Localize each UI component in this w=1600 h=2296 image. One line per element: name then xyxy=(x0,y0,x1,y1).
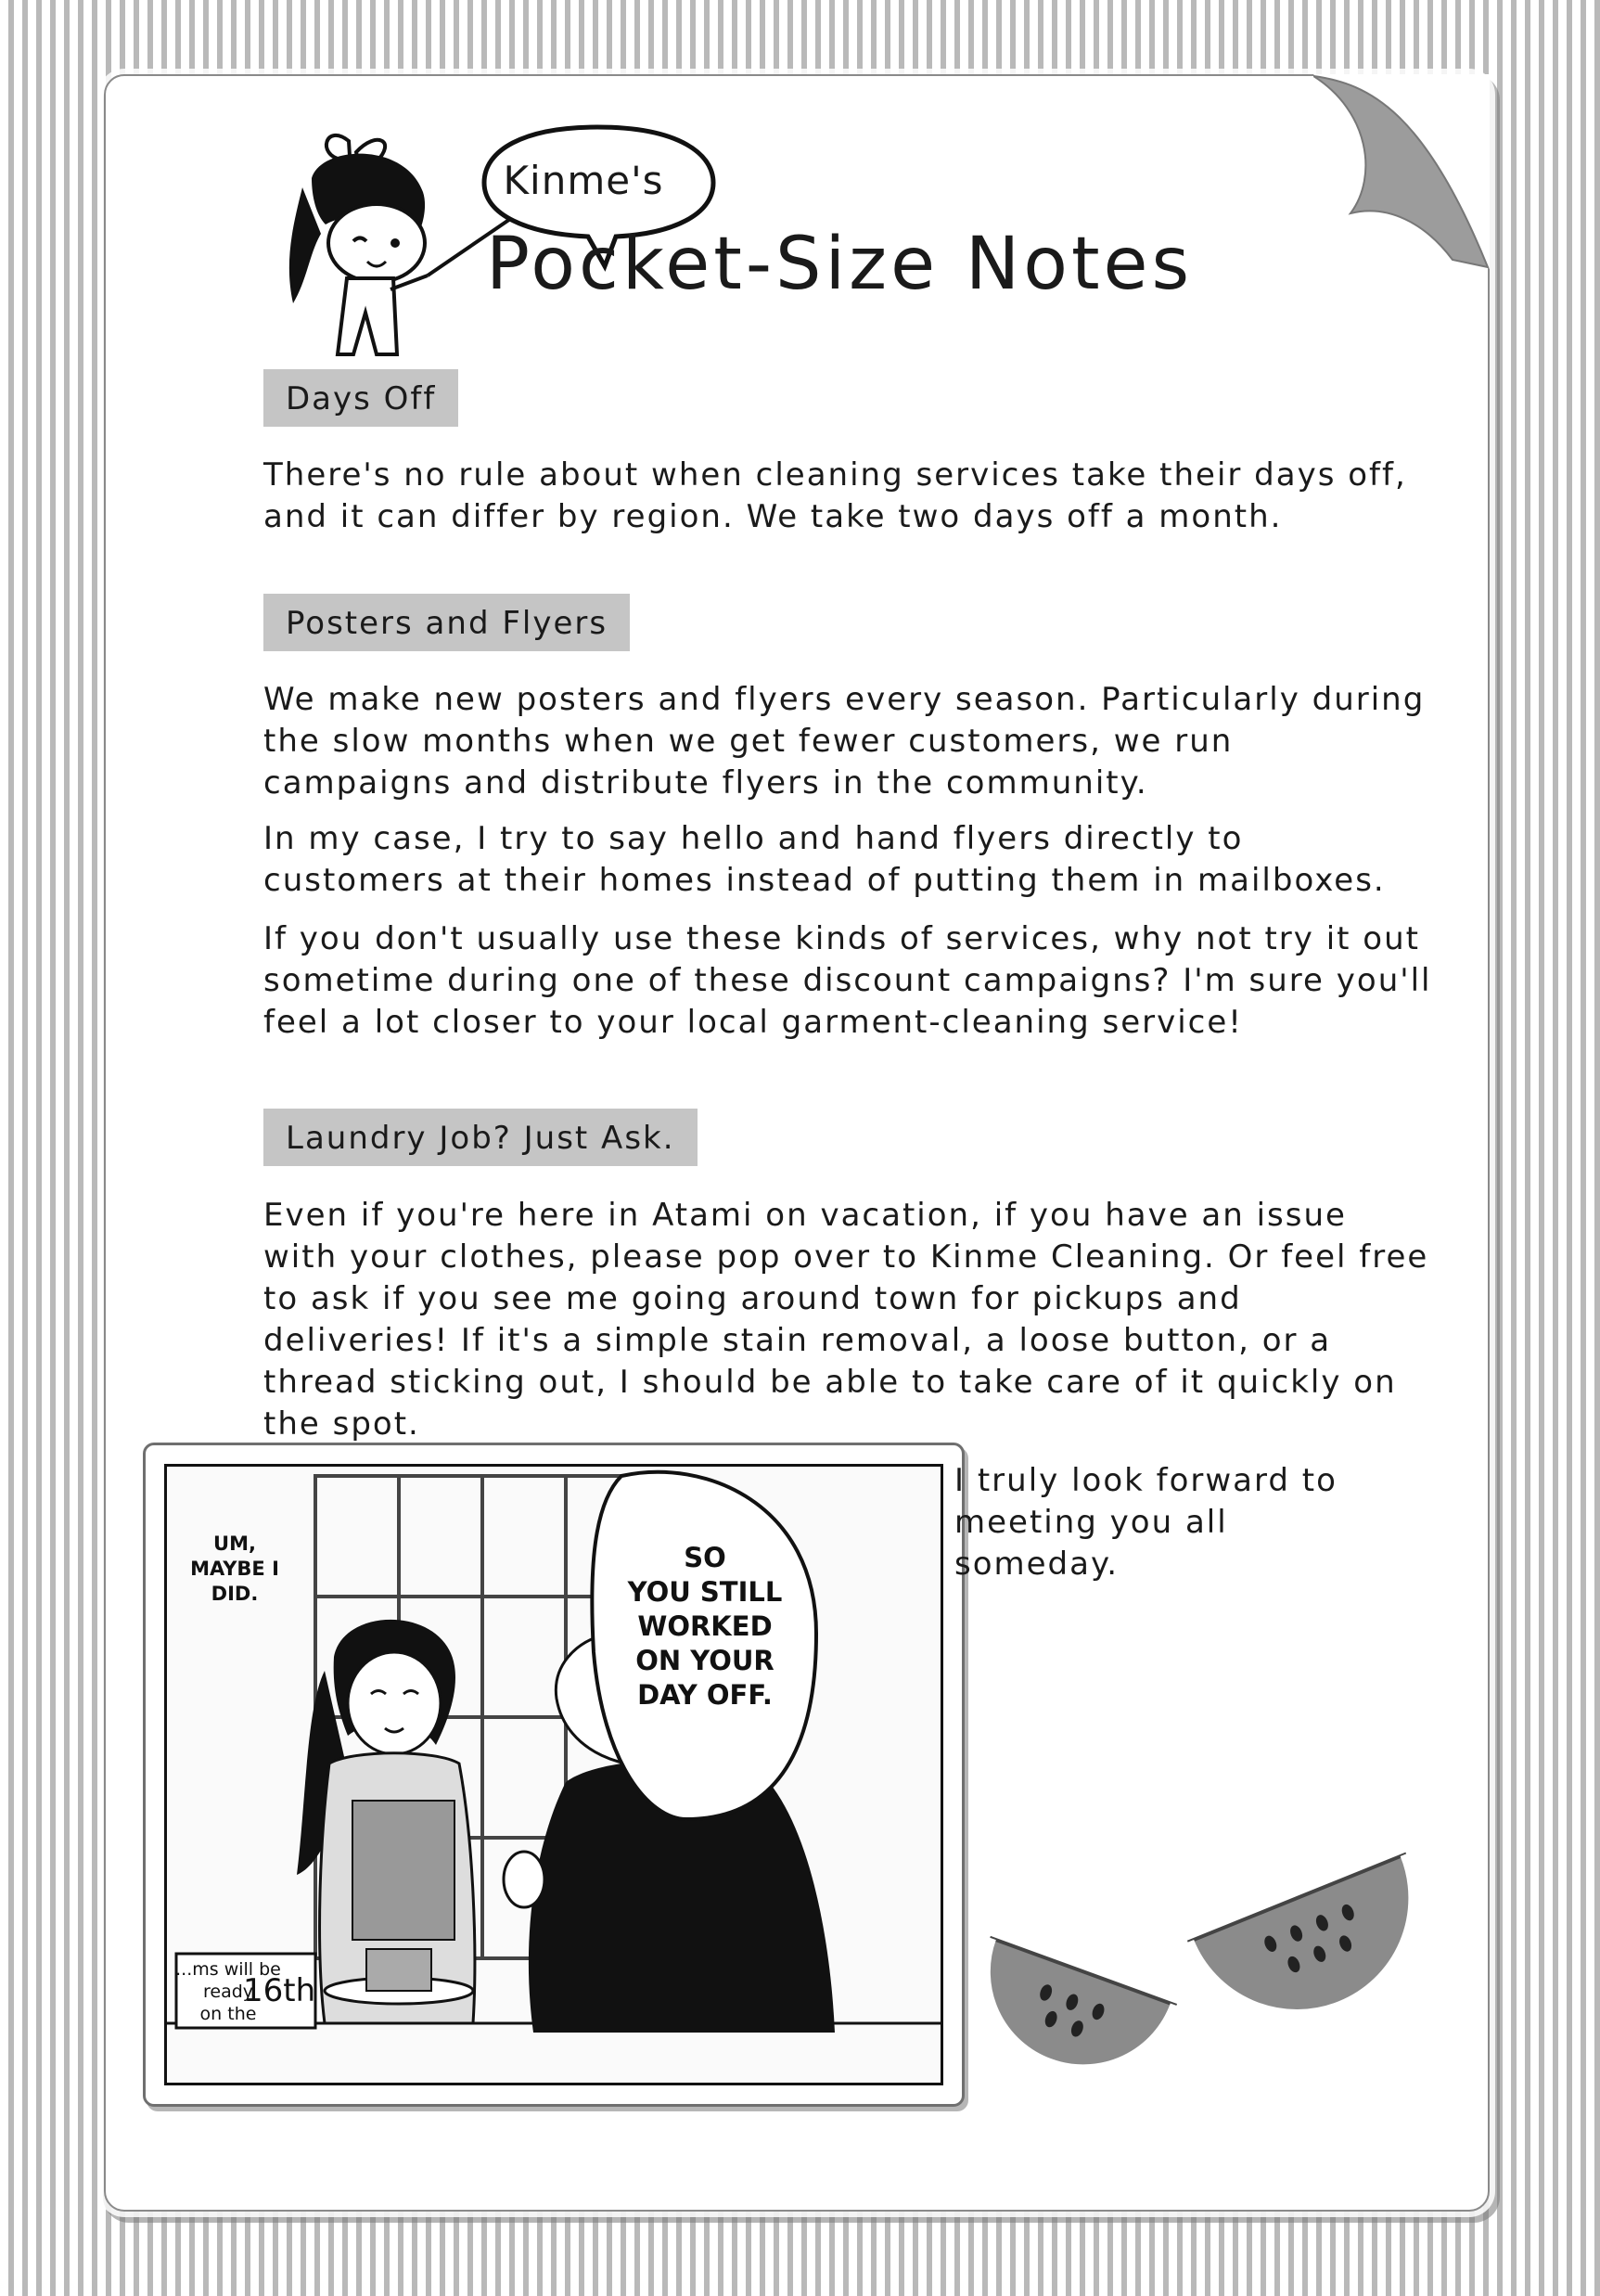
sign-text: ...ms will be ready on the xyxy=(175,1959,281,2024)
page-title: Pocket-Size Notes xyxy=(486,223,1194,306)
section-heading-laundry: Laundry Job? Just Ask. xyxy=(263,1109,698,1166)
manga-panel-art xyxy=(164,1464,943,2085)
section-heading-days-off: Days Off xyxy=(263,369,458,427)
watermelon-slice-icon xyxy=(950,1913,1182,2126)
manga-panel xyxy=(143,1443,965,2107)
posters-text-1: We make new posters and flyers every season. Particularly during the slow months when we get fewer customers, we run campaigns and distribute flyers in the community. xyxy=(263,681,1426,802)
bubble-text: Kinme's xyxy=(503,158,664,203)
posters-text-2: In my case, I try to say hello and hand flyers directly to customers at their homes instead of putting them in mailboxes. xyxy=(263,820,1386,899)
laundry-text: Even if you're here in Atami on vacation, if you have an issue with your clothes, please pop over to Kinme Cleaning. Or feel free to ask if you see me going around town for pickups and deliveries! If it's a simple stain removal, a loose button, or a thread sticking out, I should be able to take care of it quickly on the spot. xyxy=(263,1197,1429,1443)
closing-note: I truly look forward to meeting you all someday. xyxy=(954,1462,1338,1583)
dialogue-friend: SO YOU STILL WORKED ON YOUR DAY OFF. xyxy=(627,1542,783,1711)
page-curl xyxy=(1313,74,1490,269)
watermelon-slice-icon xyxy=(1182,1839,1451,2052)
posters-text-3: If you don't usually use these kinds of services, why not try it out sometime during one of these discount campaigns? I'm sure you'll feel a lot closer to your local garment-cleaning service! xyxy=(263,920,1432,1041)
sign-number: 16th xyxy=(243,1972,316,2009)
days-off-text: There's no rule about when cleaning services take their days off, and it can differ by region. We take two days off a month. xyxy=(263,456,1407,535)
notes-sheet xyxy=(104,74,1490,2212)
dialogue-kinme: UM, MAYBE I DID. xyxy=(190,1533,279,1605)
section-heading-posters: Posters and Flyers xyxy=(263,594,630,651)
